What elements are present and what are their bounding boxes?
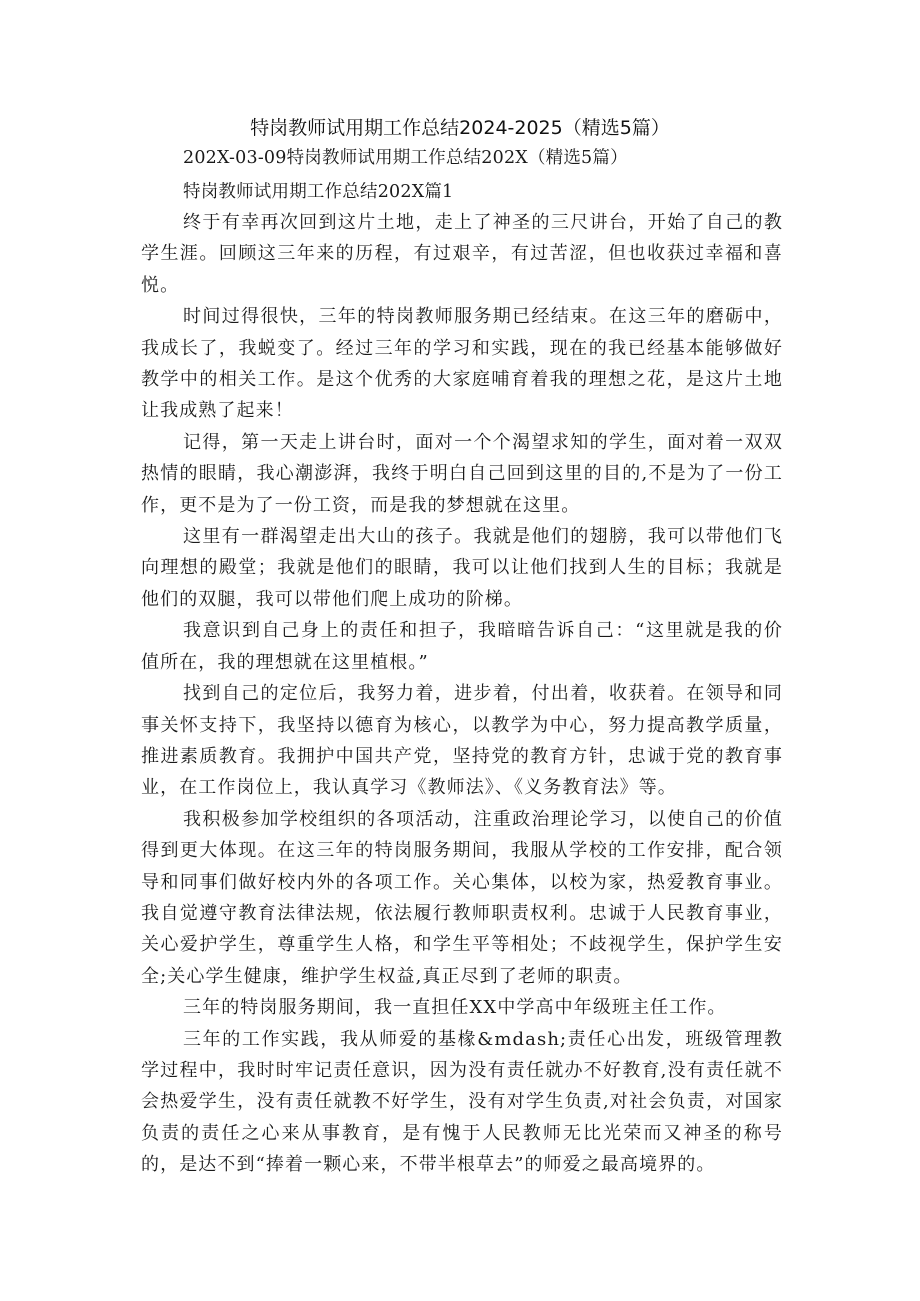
paragraph: 找到自己的定位后，我努力着，进步着，付出着，收获着。在领导和同事关怀支持下，我坚持以德育为核心，以教学为中心，努力提高教学质量，推进素质教育。我拥护中国共产党，坚持党的教育方针，忠诚于党的教育事业，在工作岗位上，我认真学习《教师法》、《义务教育法》等。 bbox=[141, 683, 783, 799]
paragraph: 这里有一群渴望走出大山的孩子。我就是他们的翅膀，我可以带他们飞向理想的殿堂；我就是他们的眼睛，我可以让他们找到人生的目标；我就是他们的双腿，我可以带他们爬上成功的阶梯。 bbox=[141, 526, 783, 610]
paragraph: 我意识到自己身上的责任和担子，我暗暗告诉自己：“这里就是我的价值所在，我的理想就在这里植根。” bbox=[141, 620, 783, 673]
section-heading: 特岗教师试用期工作总结202X篇1 bbox=[183, 182, 454, 202]
paragraph: 三年的工作实践，我从师爱的基椽&mdash;责任心出发，班级管理教学过程中，我时时牢记责任意识，因为没有责任就办不好教育,没有责任就不会热爱学生，没有责任就教不好学生，没有对学生负责,对社会负责，对国家负责的责任之心来从事教育，是有愧于人民教师无比光荣而又神圣的称号的，是达不到“捧着一颗心来，不带半根草去”的师爱之最高境界的。 bbox=[141, 1028, 783, 1176]
document-title: 特岗教师试用期工作总结2024-2025（精选5篇） bbox=[250, 117, 670, 139]
paragraph: 时间过得很快，三年的特岗教师服务期已经结束。在这三年的磨砺中，我成长了，我蜕变了。经过三年的学习和实践，现在的我已经基本能够做好教学中的相关工作。是这个优秀的大家庭哺育着我的理想之花，是这片土地让我成熟了起来！ bbox=[141, 306, 783, 422]
paragraph: 终于有幸再次回到这片土地，走上了神圣的三尺讲台，开始了自己的教学生涯。回顾这三年来的历程，有过艰辛，有过苦涩，但也收获过幸福和喜悦。 bbox=[141, 212, 783, 296]
article-body bbox=[141, 207, 783, 1181]
paragraph: 我积极参加学校组织的各项活动，注重政治理论学习，以使自己的价值得到更大体现。在这三年的特岗服务期间，我服从学校的工作安排，配合领导和同事们做好校内外的各项工作。关心集体，以校为家，热爱教育事业。我自觉遵守教育法律法规，依法履行教师职责权利。忠诚于人民教育事业，关心爱护学生，尊重学生人格，和学生平等相处；不歧视学生，保护学生安全;关心学生健康，维护学生权益,真正尽到了老师的职责。 bbox=[141, 808, 783, 987]
publish-date-line: 202X-03-09特岗教师试用期工作总结202X（精选5篇） bbox=[183, 148, 628, 168]
paragraph: 记得，第一天走上讲台时，面对一个个渴望求知的学生，面对着一双双热情的眼睛，我心潮澎湃，我终于明白自己回到这里的目的,不是为了一份工作，更不是为了一份工资，而是我的梦想就在这里。 bbox=[141, 431, 783, 516]
paragraph: 三年的特岗服务期间，我一直担任XX中学高中年级班主任工作。 bbox=[183, 997, 727, 1019]
